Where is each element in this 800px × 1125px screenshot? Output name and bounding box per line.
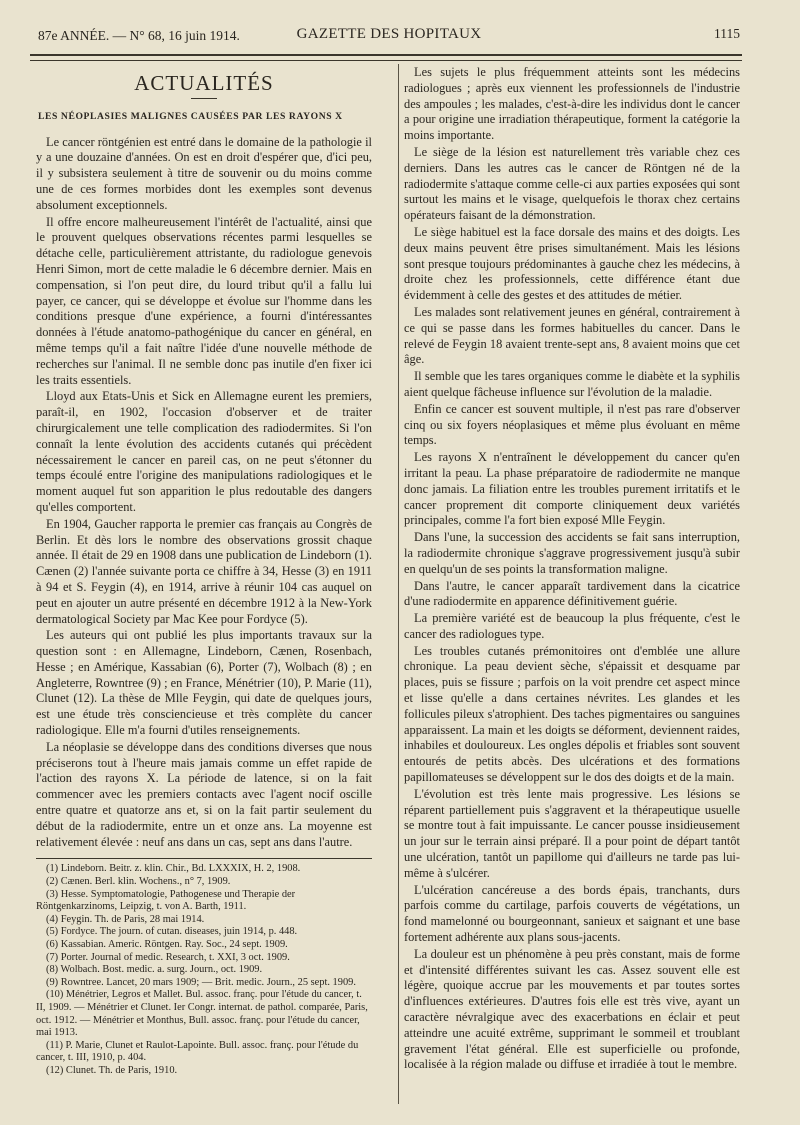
footnote: (1) Lindeborn. Beitr. z. klin. Chir., Bd. LXXXIX, H. 2, 1908. [46, 863, 301, 875]
footnotes [36, 858, 372, 1077]
journal-title: GAZETTE DES HOPITAUX [296, 26, 482, 42]
paragraph: Les rayons X n'entraînent le développement du cancer qu'en irritant la peau. La phase préparatoire de radiodermite ne manque donc jamais. La filiation entre les troubles purement irritatifs et le cancer proprement dit comporte cliniquement deux variétés principales, comme l'a fort bien exposé Mlle Feygin. [404, 450, 740, 528]
paragraph: En 1904, Gaucher rapporta le premier cas français au Congrès de Berlin. Et dès lors le nombre des observations grossit chaque année. Il était de 29 en 1908 dans une publication de Lindeborn (1). Cænen (2) l'année suivante porta ce chiffre à 34, Hesse (3) en 1911 à 94 et S. Feygin (4), en 1914, arrive à réunir 104 cas auquel on peut en ajouter un autre présenté en décembre 1912 à la New-York dermatological Society par Mac Kee pour Fordyce (5). [36, 516, 372, 626]
article-title: LES NÉOPLASIES MALIGNES CAUSÉES PAR LES RAYONS X [38, 110, 343, 122]
paragraph: Les troubles cutanés prémonitoires ont d'emblée une allure chronique. La peau devient sèche, s'épaissit et desquame par places, puis se fissure ; parfois on la voit prendre cet aspect mince et lisse qu'elle a dans certaines névrites. Les glandes et les follicules pileux s'atrophient. Des taches pigmentaires ou sanguines apparaissent. La main et les doigts se déforment, deviennent raides, inhabiles et douloureux. Les ongles dépolis et friables sont souvent entourés de petits abcès. Des ulcérations et des formations papillomateuses se développent sur le dos des doigts et de la main. [404, 643, 740, 785]
column-divider [398, 64, 399, 1104]
right-column [404, 65, 740, 1074]
paragraph: Le cancer röntgénien est entré dans le domaine de la pathologie il y a une douzaine d'années. On est en droit d'espérer que, d'ici peu, il y subsistera seulement à titre de souvenir ou du moins comme une de ces formes morbides dont les exemples sont devenus absolument exceptionnels. [36, 134, 372, 212]
left-column [36, 70, 372, 1078]
paragraph: L'ulcération cancéreuse a des bords épais, tranchants, durs parfois comme du cartilage, parfois couverts de végétations, un fond mamelonné ou bourgeonnant, sanieux et saignant et une base fortement adhérente aux plans sous-jacents. [404, 882, 740, 945]
footnote: (7) Porter. Journal of medic. Research, t. XXI, 3 oct. 1909. [46, 951, 290, 963]
paragraph: Les malades sont relativement jeunes en général, contrairement à ce qui se passe dans les formes habituelles du cancer. Dans le relevé de Feygin 18 avaient trente-sept ans, 8 avaient moins que cet âge. [404, 304, 740, 367]
footnote: (10) Ménétrier, Legros et Mallet. Bul. assoc. franç. pour l'étude du cancer, t. II, 1909. — Ménétrier et Clunet. Ier Congr. internat. de pathol. comparée, Paris, oct. 1912. — Ménétrier et Monthus, Bull. assoc. franç. pour l'étude du cancer, mai 1913. [36, 989, 368, 1039]
paragraph: Les sujets le plus fréquemment atteints sont les médecins radiologues ; après eux viennent les professionnels de l'industrie des ampoules ; les malades, c'est-à-dire les individus dont le cancer a pour origine une irradiation thérapeutique, forment la catégorie la moins importante. [404, 65, 740, 143]
footnote: (4) Feygin. Th. de Paris, 28 mai 1914. [46, 913, 205, 925]
footnote: (2) Cænen. Berl. klin. Wochens., n° 7, 1909. [46, 876, 231, 888]
paragraph: Il offre encore malheureusement l'intérêt de l'actualité, ainsi que le prouvent quelques observations récentes parmi lesquelles se détache celle, particulièrement attristante, du radiologue genevois Henri Simon, mort de cette maladie le 6 décembre dernier. Mais en compensation, si l'on peut dire, du lourd tribut qu'il a fallu lui payer, ce cancer, qui se développe et évolue sur l'homme dans les conditions presque d'une expérience, a fourni d'intéressantes données à l'étude anatomo-pathogénique du cancer en général, en même temps qu'il a fait naître l'idée d'une nouvelle méthode de recherches sur l'animal. Il ne semble donc pas inutile d'en fixer ici les traits essentiels. [36, 214, 372, 387]
page-header [38, 24, 740, 46]
header-rule-thin [30, 60, 742, 61]
footnote: (9) Rowntree. Lancet, 20 mars 1909; — Brit. medic. Journ., 25 sept. 1909. [46, 976, 356, 988]
issue-info: 87e ANNÉE. — N° 68, 16 juin 1914. [38, 28, 240, 43]
paragraph: Il semble que les tares organiques comme le diabète et la syphilis aient quelque fâcheuse influence sur l'évolution de la maladie. [404, 369, 740, 399]
paragraph: Dans l'une, la succession des accidents se fait sans interruption, la radiodermite chronique s'aggrave progressivement jusqu'à subir en quelqu'un de ses points la transformation maligne. [404, 530, 740, 576]
paragraph: La néoplasie se développe dans des conditions diverses que nous préciserons tout à l'heure mais jamais comme un effet rapide de l'action des rayons X. La période de latence, si on la fait commencer avec les premiers contacts avec l'agent nocif oscille entre quatre et quatorze ans et, si on la fait partir seulement du début de la radiodermite, entre un et onze ans. La moyenne est relativement élevée : neuf ans dans un cas, sept ans dans l'autre. [36, 739, 372, 849]
paragraph: Le siège habituel est la face dorsale des mains et des doigts. Les deux mains peuvent être prises simultanément. Mais les lésions sont presque toujours prédominantes à gauche chez les médecins, à droite chez les professionnels, cette différence étant due évidemment à celle des gestes et des attitudes de métier. [404, 224, 740, 303]
footnote: (5) Fordyce. The journ. of cutan. diseases, juin 1914, p. 448. [46, 926, 298, 938]
paragraph: La douleur est un phénomène à peu près constant, mais de forme et d'intensité différentes suivant les cas. Assez souvent elle est légère, quoique accrue par les mouvements et par toutes sortes d'influences extérieures. D'autres fois elle est très vive, ayant un caractère névralgique avec des exacerbations en éclair et peut atteindre une acuité extrême, supprimant le sommeil et troublant gravement l'état général. Elle est superficielle ou profonde, localisée à la région malade ou diffuse et irradiée à tout le membre. [404, 946, 740, 1072]
page-number: 1115 [714, 26, 740, 41]
paragraph: Enfin ce cancer est souvent multiple, il n'est pas rare d'observer cinq ou six foyers néoplasiques et même plus évoluant en même temps. [404, 401, 740, 448]
footnote: (11) P. Marie, Clunet et Raulot-Lapointe. Bull. assoc. franç. pour l'étude du cancer, t. III, 1910, p. 404. [36, 1039, 359, 1064]
footnote: (3) Hesse. Symptomatologie, Pathogenese und Therapie der Röntgenkarzinoms, Leipzig, t. von A. Barth, 1911. [36, 888, 296, 913]
section-title-rule [191, 98, 217, 99]
paragraph: Dans l'autre, le cancer apparaît tardivement dans la cicatrice d'une radiodermite en apparence définitivement guérie. [404, 578, 740, 609]
footnote: (6) Kassabian. Americ. Röntgen. Ray. Soc., 24 sept. 1909. [46, 939, 288, 951]
footnote: (8) Wolbach. Bost. medic. a. surg. Journ., oct. 1909. [46, 964, 263, 976]
header-rule-thick [30, 54, 742, 56]
paragraph: Lloyd aux Etats-Unis et Sick en Allemagne eurent les premiers, paraît-il, en 1902, l'occasion d'observer et de traiter chirurgicalement une telle complication des radiodermites. Si l'on connaît la lente évolution des accidents cutanés qui précèdent nécessairement le cancer en pareil cas, on ne peut s'étonner du temps écoulé entre l'origine des manipulations radiologiques et le moment auquel fut son apparition le plus redoutable des dangers qu'elles comportent. [36, 389, 372, 514]
paragraph: Le siège de la lésion est naturellement très variable chez ces derniers. Dans les autres cas le cancer de Röntgen né de la radiodermite s'attaque comme celle-ci aux parties exposées qui sont surtout les mains et le visage, quelquefois le thorax chez certains opérateurs faisant de la démonstration. [404, 144, 740, 223]
footnote: (12) Clunet. Th. de Paris, 1910. [46, 1064, 178, 1076]
paragraph: Les auteurs qui ont publié les plus importants travaux sur la question sont : en Allemagne, Lindeborn, Cænen, Rosenbach, Hesse ; en Amérique, Kassabian (6), Porter (7), Wolbach (8) ; en Angleterre, Rowntree (9) ; en France, Ménétrier (10), P. Marie (11), Clunet (12). La thèse de Mlle Feygin, qui date de quelques jours, est une étude très consciencieuse et très complète du cancer radiologique. Elle m'a fourni d'utiles renseignements. [36, 628, 372, 738]
paragraph: La première variété est de beaucoup la plus fréquente, c'est le cancer des radiologues type. [404, 611, 740, 641]
section-title: ACTUALITÉS [134, 71, 274, 95]
paragraph: L'évolution est très lente mais progressive. Les lésions se réparent partiellement puis s'aggravent et la thérapeutique usuelle se montre tout à fait impuissante. Le cancer pousse insidieusement un jour sur le terrain ainsi préparé. Il a pour point de départ tantôt une ulcération, tantôt un papillome qui d'ailleurs ne tarde pas lui-même à s'ulcérer. [404, 786, 740, 880]
